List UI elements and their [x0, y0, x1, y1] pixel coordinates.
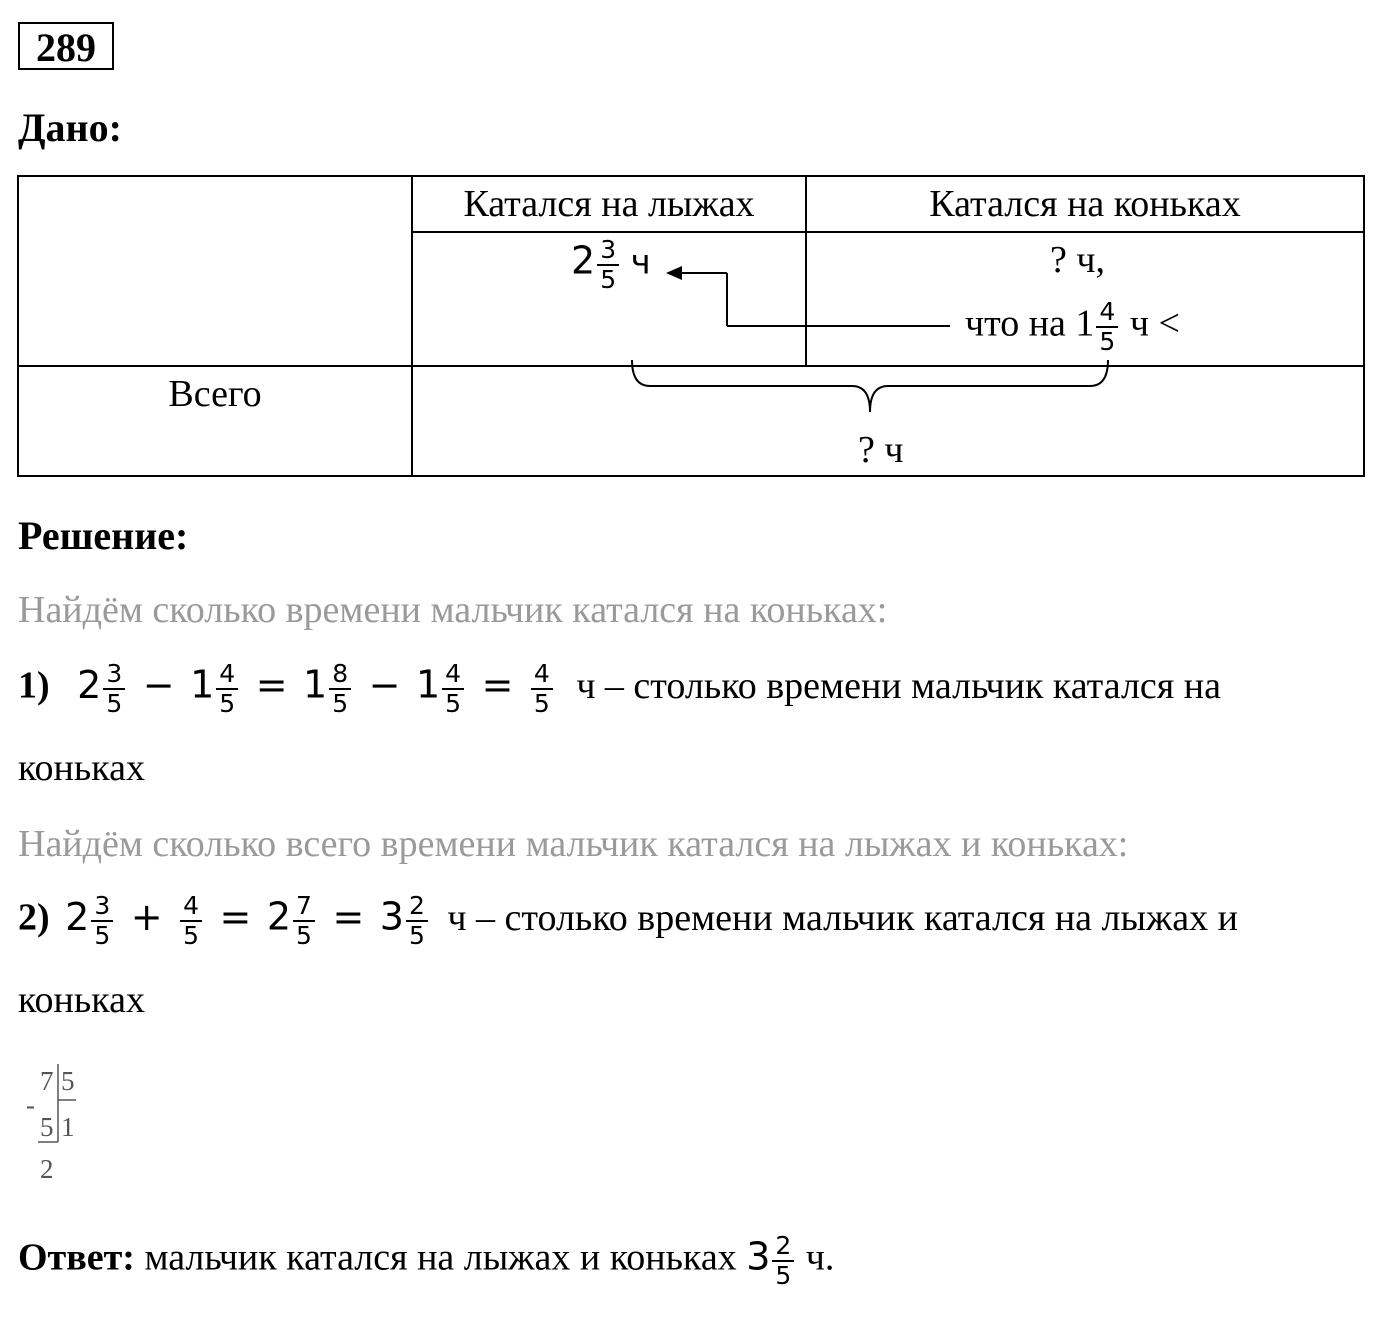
step2-a-fraction [91, 892, 113, 950]
skis-unit: ч [630, 242, 651, 283]
equals-sign: = [332, 894, 365, 939]
skates-prefix: что на 1 [965, 302, 1095, 345]
skis-numerator: 3 [600, 235, 617, 264]
divisor: 5 [61, 1066, 75, 1096]
equals-sign: = [481, 662, 514, 707]
arrow-head [666, 266, 682, 280]
numerator: 2 [775, 1231, 792, 1260]
numerator: 2 [408, 891, 425, 920]
step2-c-whole: 2 [266, 894, 292, 939]
skates-condition [965, 298, 1180, 356]
total-unknown: ? ч [858, 429, 904, 471]
step1-d-whole: 1 [415, 662, 441, 707]
skates-unknown: ? ч, [1050, 239, 1105, 281]
step1-result-fraction [531, 660, 553, 718]
step1-c-fraction [329, 660, 351, 718]
skates-suffix: ч < [1129, 302, 1180, 345]
step1-a-whole: 2 [77, 662, 102, 707]
step2-result-fraction [406, 892, 428, 950]
subtrahend: 5 [40, 1112, 54, 1142]
total-brace [632, 360, 1108, 412]
numerator: 4 [183, 891, 199, 920]
dividend: 7 [40, 1066, 54, 1096]
step2-text: ч – столько времени мальчик катался на лыжах и [447, 896, 1238, 939]
denominator: 5 [103, 688, 125, 718]
minus-sign: − [142, 662, 175, 707]
denominator: 5 [91, 920, 113, 950]
step2-a-whole: 2 [65, 894, 90, 939]
solution-heading: Решение: [18, 513, 189, 558]
long-division [24, 1062, 104, 1192]
skates-denominator: 5 [1096, 326, 1118, 356]
step2-number: 2) [18, 896, 50, 939]
answer-label: Ответ: [18, 1236, 135, 1279]
answer-unit: ч. [805, 1236, 835, 1279]
denominator: 5 [406, 920, 428, 950]
denominator: 5 [216, 688, 238, 718]
step1-hint: Найдём сколько времени мальчик катался на коньках: [18, 589, 888, 631]
skates-fraction [1096, 298, 1118, 356]
step1-number: 1) [18, 664, 50, 707]
step1-d-fraction [442, 660, 464, 718]
equals-sign: = [255, 662, 288, 707]
answer-line [18, 1232, 834, 1290]
col-header-skis: Катался на лыжах [463, 183, 755, 225]
division-minus: - [26, 1090, 35, 1120]
remainder: 2 [40, 1154, 54, 1184]
denominator: 5 [772, 1260, 794, 1290]
step1-text-continued: коньках [18, 747, 145, 789]
skis-whole: 2 [571, 238, 596, 283]
denominator: 5 [442, 688, 464, 718]
numerator: 4 [445, 659, 462, 688]
step2-hint: Найдём сколько всего времени мальчик катался на лыжах и коньках: [18, 823, 1129, 865]
problem-number: 289 [18, 22, 114, 70]
comparison-arrow [680, 273, 950, 326]
step1-text: ч – столько времени мальчик катался на [576, 664, 1221, 707]
step1-equation [18, 660, 1364, 718]
step1-b-whole: 1 [190, 662, 215, 707]
numerator: 3 [106, 659, 123, 688]
row-total-label: Всего [168, 373, 262, 415]
skis-fraction [597, 236, 619, 294]
minus-sign: − [368, 662, 401, 707]
step2-c-fraction [293, 892, 315, 950]
skis-time [571, 236, 651, 294]
quotient: 1 [61, 1112, 75, 1142]
skates-numerator: 4 [1099, 297, 1116, 326]
step2-b-fraction [180, 892, 202, 950]
step1-c-whole: 1 [303, 662, 328, 707]
table-grid [0, 0, 1400, 500]
step1-a-fraction [103, 660, 125, 718]
given-table [0, 0, 1400, 500]
numerator: 7 [296, 891, 312, 920]
step2-result-whole: 3 [379, 894, 404, 939]
numerator: 3 [94, 891, 111, 920]
skis-denominator: 5 [597, 264, 619, 294]
answer-whole: 3 [746, 1234, 771, 1279]
numerator: 4 [533, 659, 550, 688]
step2-equation [18, 892, 1364, 950]
denominator: 5 [180, 920, 202, 950]
denominator: 5 [329, 688, 351, 718]
denominator: 5 [293, 920, 315, 950]
given-heading: Дано: [18, 105, 122, 150]
numerator: 4 [219, 659, 236, 688]
step2-text-continued: коньках [18, 979, 145, 1021]
answer-fraction [772, 1232, 794, 1290]
col-header-skates: Катался на коньках [929, 183, 1241, 225]
step1-b-fraction [216, 660, 238, 718]
numerator: 8 [332, 659, 349, 688]
equals-sign: = [219, 894, 252, 939]
answer-text: мальчик катался на лыжах и коньках [144, 1236, 737, 1279]
denominator: 5 [531, 688, 553, 718]
plus-sign: + [130, 894, 163, 939]
